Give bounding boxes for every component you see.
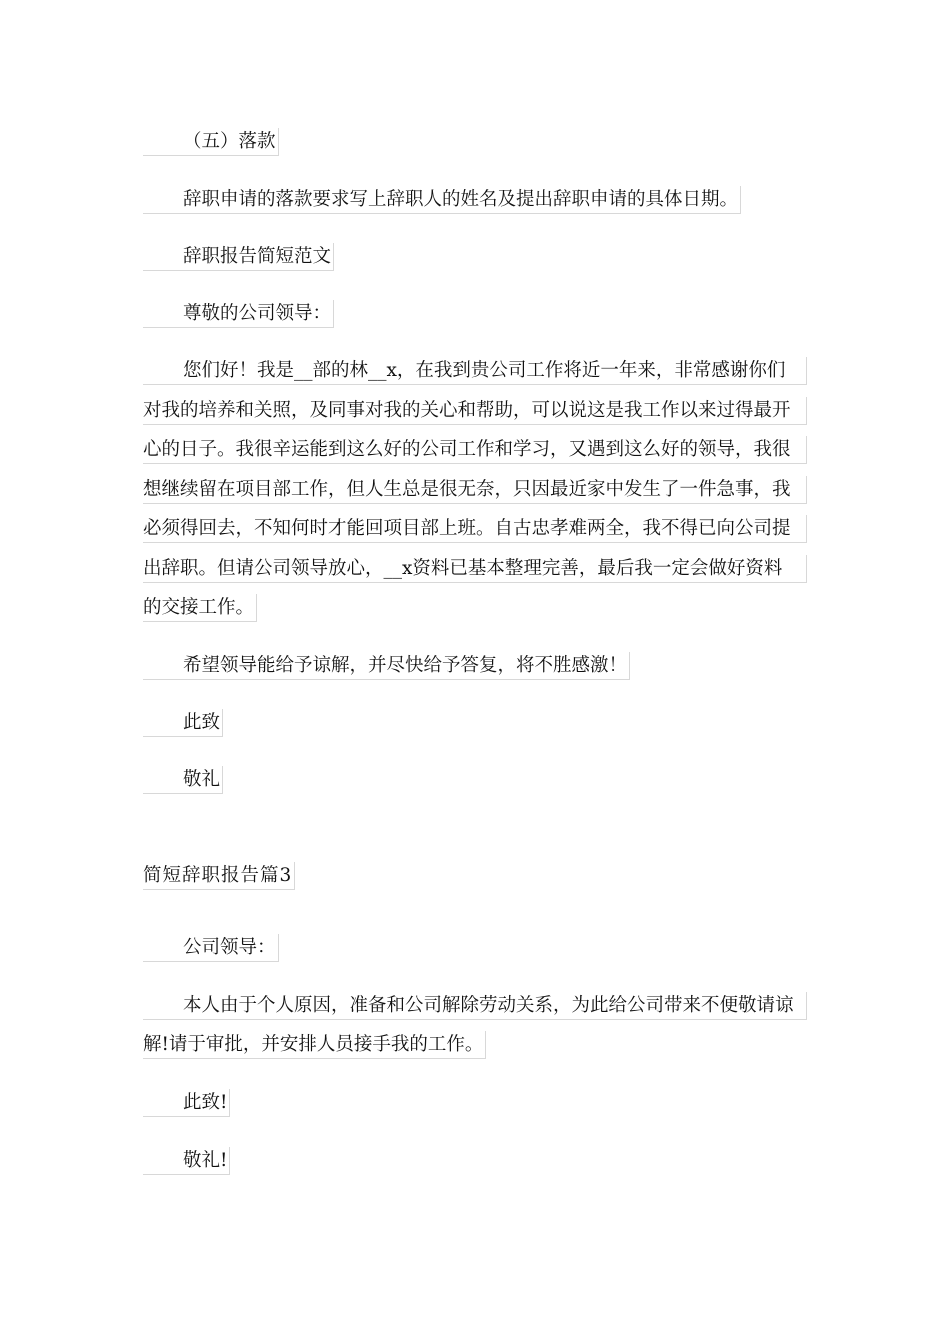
article-3-body-line: 解!请于审批，并安排人员接手我的工作。 — [143, 1031, 486, 1059]
sample-closing-2: 敬礼 — [143, 766, 223, 794]
sample-closing-1: 此致 — [143, 709, 223, 737]
article-3-salutation: 公司领导： — [143, 934, 279, 962]
section-label: （五）落款 — [143, 128, 279, 156]
sample-hope: 希望领导能给予谅解，并尽快给予答复，将不胜感激！ — [143, 652, 630, 680]
sample-body-line: 出辞职。但请公司领导放心，__x资料已基本整理完善，最后我一定会做好资料 — [143, 555, 807, 583]
article-3-title: 简短辞职报告篇3 — [143, 862, 295, 890]
article-3-closing-1: 此致! — [143, 1089, 230, 1117]
sample-body-line: 想继续留在项目部工作，但人生总是很无奈，只因最近家中发生了一件急事，我 — [143, 476, 807, 504]
sample-body-line: 心的日子。我很辛运能到这么好的公司工作和学习，又遇到这么好的领导，我很 — [143, 436, 807, 464]
sample-title: 辞职报告简短范文 — [143, 243, 334, 271]
sample-body-line: 的交接工作。 — [143, 594, 257, 622]
sample-body-line: 必须得回去，不知何时才能回项目部上班。自古忠孝难两全，我不得已向公司提 — [143, 515, 807, 543]
article-3-body-line: 本人由于个人原因，准备和公司解除劳动关系，为此给公司带来不便敬请谅 — [143, 992, 807, 1020]
sample-body-line: 对我的培养和关照，及同事对我的关心和帮助，可以说这是我工作以来过得最开 — [143, 397, 807, 425]
article-3-closing-2: 敬礼! — [143, 1147, 230, 1175]
signature-description: 辞职申请的落款要求写上辞职人的姓名及提出辞职申请的具体日期。 — [143, 186, 741, 214]
sample-body-line: 您们好！我是__部的林__x，在我到贵公司工作将近一年来，非常感谢你们 — [143, 357, 807, 385]
sample-salutation: 尊敬的公司领导： — [143, 300, 334, 328]
